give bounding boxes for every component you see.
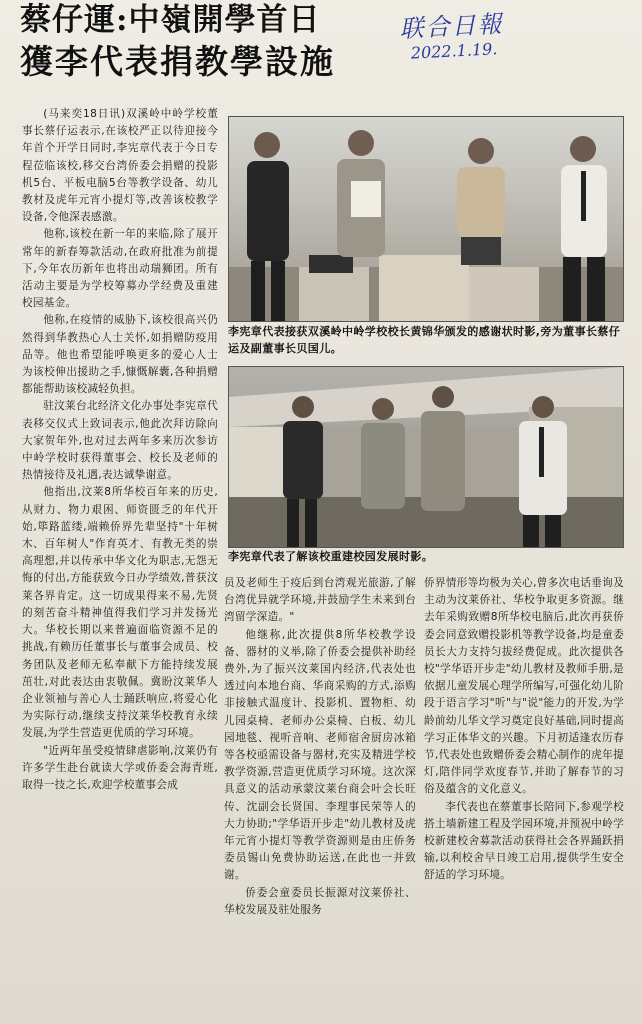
article-paragraph: 他称,在疫情的威胁下,该校很高兴仍然得到华教热心人士关怀,如捐赠防疫用品等。他也希望能呼唤更多的爱心人士为该校伸出援助之手,慷慨解囊,各种捐赠都能帮助该校减轻负担。	[22, 314, 218, 396]
headline-line-1: 蔡仔運:中嶺開學首日	[20, 2, 321, 38]
article-column-2	[224, 575, 416, 919]
article-paragraph: (马来奕18日讯)双溪岭中岭学校董事长蔡仔运表示,在该校严正以待迎接今年首个开学日同时,李宪章代表于今日专程莅临该校,移交台湾侨委会捐赠的投影机5台、平板电脑5台等教学设备、幼儿教材及虎年元宵小提灯等,改善该校教学设备,令他深表感激。	[22, 108, 218, 224]
headline-line-2: 獲李代表捐教學設施	[20, 42, 335, 81]
article-paragraph: 他指出,汶莱8所华校百年来的历史,从财力、物力艰困、师资匮乏的年代开始,筚路蓝缕,端赖侨界先辈坚持"十年树木、百年树人"作育英才、有教无类的崇高理想,并以传承中华文化为职志,无怨无悔的付出,方能获致今日办学绩效,普获汶莱各界肯定。这一切成果得来不易,先贤的刻苦奋斗精神值得我们学习并发扬光大。华校长期以来普遍面临资源不足的挑战,有赖历任董事长与董事会成员、校务团队及老师无私奉献下方能持续发展茁壮,对此表达由衷敬佩。冀盼汶莱华人企业领袖与善心人士踊跃响应,将爱心化为实际行动,继续支持汶莱华校教育永续发展,为学生营造更优质的学习环境。	[22, 486, 218, 740]
article-paragraph: 侨界情形等均极为关心,曾多次电话垂询及主动为汶莱侨社、华校争取更多资源。继去年采购致赠8所华校电脑后,此次再获侨委会同意致赠投影机等教学设备,均是童委员长大力支持匀拔经费促成。此次提供各校"学华语开步走"幼儿教材及教师手册,是依据儿童发展心理学所编写,可强化幼儿阶段于语言学习"听"与"说"能力的开发,为学龄前幼儿华文学习奠定良好基础,同时提高学习正体华文的兴趣。下月初适逢农历春节,代表处也致赠侨委会精心制作的虎年提灯,陪伴同学欢度春节,并助了解春节的习俗及蕴含的文化意义。	[424, 577, 624, 796]
article-paragraph: 他继称,此次提供8所华校教学设备、器材的义举,除了侨委会提供补助经费外,为了振兴汶莱国内经济,代表处也透过向本地台商、华商采购的方式,添购非接触式温度计、投影机、置物柜、幼儿园桌椅、老师办公桌椅、白板、幼儿园地毯、视听音响、老师宿舍厨房冰箱等各校亟需设备与器材,充实及精进学校教学资源,营造更优质学习环境。这次深具意义的活动承蒙汶莱台商会叶会长旺传、沈副会长贤国、李理事民荣等人的大力协助;"学华语开步走"幼儿教材及虎年元宵小提灯等教学资源则是由庄侨务委员锡山免费协助运送,在此也一并致谢。	[224, 628, 416, 882]
article-paragraph: "近两年虽受疫情肆虐影响,汶莱仍有许多学生赴台就读大学或侨委会海青班,取得一技之长,欢迎学校董事会成	[22, 744, 218, 791]
article-column-1	[22, 106, 218, 794]
headline	[20, 0, 410, 84]
article-paragraph: 侨委会童委员长振源对汶莱侨社、华校发展及驻处服务	[224, 886, 416, 916]
article-column-3	[424, 575, 624, 885]
photo-illustration	[229, 117, 623, 321]
handwritten-note	[399, 0, 602, 69]
photo-illustration	[229, 367, 623, 547]
photo-campus-tour	[228, 366, 624, 548]
article-paragraph: 李代表也在蔡董事长陪同下,参观学校搭土墙新建工程及学园环境,并预祝中岭学校新建校舍募款活动获得社会各界踊跃捐输,以利校舍早日竣工启用,提供学生安全舒适的学习环境。	[424, 800, 624, 882]
photo-1-caption: 李宪章代表接获双溪岭中岭学校校长黄锦华颁发的感谢状时影,旁为董事长蔡仔运及副董事长贝国儿。	[228, 325, 621, 355]
article-paragraph: 驻汶莱台北经济文化办事处李宪章代表移交仪式上致词表示,他此次拜访除向大家贺年外,也对过去两年多来历次参访中岭学校时获得董事会、校长及老师的热情接待及礼遇,表达诚挚谢意。	[22, 400, 218, 482]
article-paragraph: 员及老师生于疫后到台湾观光旅游,了解台湾优异就学环境,并鼓励学生未来到台湾留学深造。"	[224, 577, 416, 624]
article-paragraph: 他称,该校在新一年的来临,除了展开常年的新春筹款活动,在政府批准为前提下,今年农历新年也将出动瑞狮团。所有活动主要是为学校筹募办学经费及重建校园基金。	[22, 228, 218, 310]
photo-2-caption: 李宪章代表了解该校重建校园发展时影。	[228, 550, 434, 563]
handwritten-paper-name: 联合日報	[398, 9, 505, 44]
handwritten-date: 2022.1.19.	[410, 39, 498, 63]
photo-certificate-presentation	[228, 116, 624, 322]
